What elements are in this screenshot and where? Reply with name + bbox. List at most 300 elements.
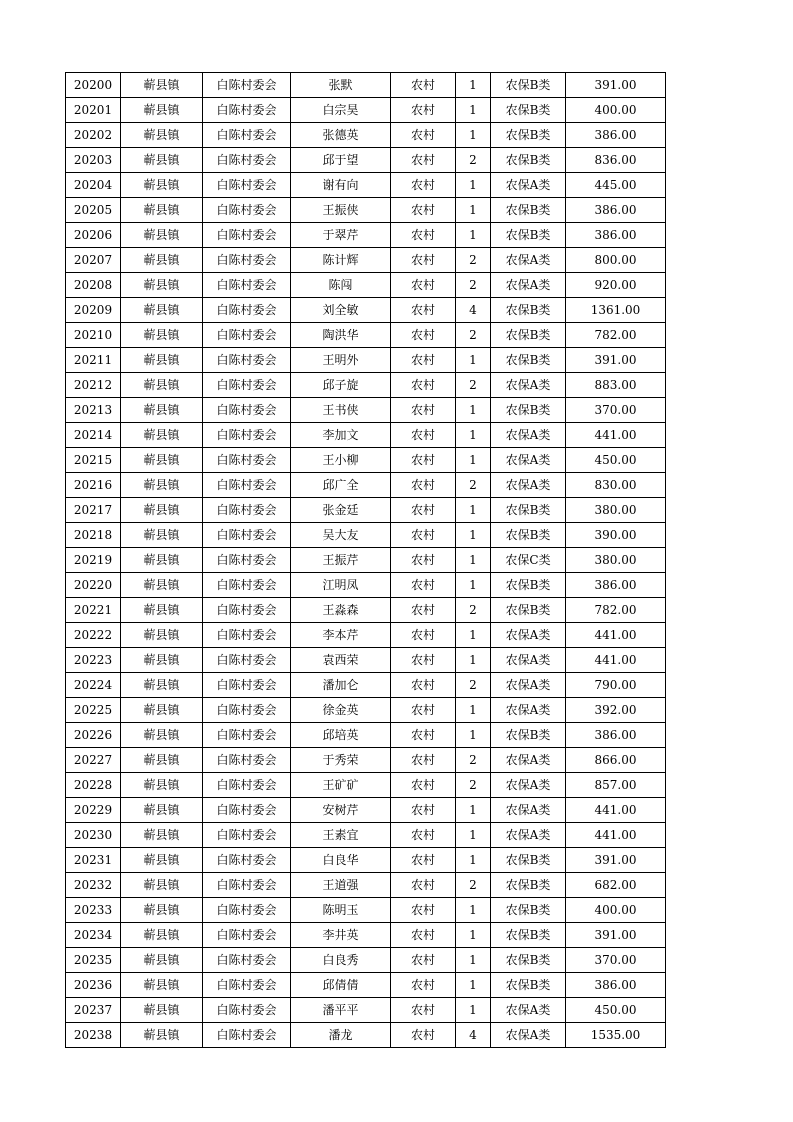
insurance-category-cell: 农保A类 <box>491 773 566 798</box>
town-cell: 蕲县镇 <box>121 748 203 773</box>
person-count-cell: 1 <box>456 548 491 573</box>
insurance-category-cell: 农保B类 <box>491 923 566 948</box>
village-committee-cell: 白陈村委会 <box>203 598 291 623</box>
table-row <box>66 98 666 123</box>
person-count-cell: 2 <box>456 873 491 898</box>
residence-type-cell: 农村 <box>391 923 456 948</box>
insurance-category-cell: 农保B类 <box>491 148 566 173</box>
amount-cell: 445.00 <box>566 173 666 198</box>
residence-type-cell: 农村 <box>391 623 456 648</box>
person-count-cell: 1 <box>456 173 491 198</box>
amount-cell: 392.00 <box>566 698 666 723</box>
table-row <box>66 423 666 448</box>
serial-number-cell: 20212 <box>66 373 121 398</box>
table-row <box>66 498 666 523</box>
serial-number-cell: 20235 <box>66 948 121 973</box>
table-row <box>66 973 666 998</box>
person-count-cell: 1 <box>456 123 491 148</box>
person-count-cell: 1 <box>456 648 491 673</box>
person-name-cell: 刘全敏 <box>291 298 391 323</box>
insurance-category-cell: 农保B类 <box>491 223 566 248</box>
person-count-cell: 2 <box>456 673 491 698</box>
amount-cell: 920.00 <box>566 273 666 298</box>
serial-number-cell: 20214 <box>66 423 121 448</box>
village-committee-cell: 白陈村委会 <box>203 423 291 448</box>
town-cell: 蕲县镇 <box>121 773 203 798</box>
village-committee-cell: 白陈村委会 <box>203 848 291 873</box>
town-cell: 蕲县镇 <box>121 498 203 523</box>
town-cell: 蕲县镇 <box>121 348 203 373</box>
residence-type-cell: 农村 <box>391 323 456 348</box>
residence-type-cell: 农村 <box>391 298 456 323</box>
person-name-cell: 王振侠 <box>291 198 391 223</box>
insurance-category-cell: 农保B类 <box>491 98 566 123</box>
person-name-cell: 陈明玉 <box>291 898 391 923</box>
person-count-cell: 4 <box>456 1023 491 1048</box>
amount-cell: 386.00 <box>566 973 666 998</box>
amount-cell: 380.00 <box>566 498 666 523</box>
insurance-category-cell: 农保A类 <box>491 998 566 1023</box>
town-cell: 蕲县镇 <box>121 823 203 848</box>
residence-type-cell: 农村 <box>391 348 456 373</box>
person-name-cell: 于翠芹 <box>291 223 391 248</box>
amount-cell: 836.00 <box>566 148 666 173</box>
insurance-category-cell: 农保B类 <box>491 523 566 548</box>
village-committee-cell: 白陈村委会 <box>203 548 291 573</box>
person-count-cell: 1 <box>456 448 491 473</box>
insurance-category-cell: 农保B类 <box>491 298 566 323</box>
person-name-cell: 李加文 <box>291 423 391 448</box>
table-row <box>66 723 666 748</box>
town-cell: 蕲县镇 <box>121 323 203 348</box>
town-cell: 蕲县镇 <box>121 148 203 173</box>
insurance-category-cell: 农保B类 <box>491 948 566 973</box>
person-name-cell: 王书侠 <box>291 398 391 423</box>
serial-number-cell: 20203 <box>66 148 121 173</box>
village-committee-cell: 白陈村委会 <box>203 273 291 298</box>
person-name-cell: 陶洪华 <box>291 323 391 348</box>
insurance-category-cell: 农保B类 <box>491 398 566 423</box>
insurance-category-cell: 农保B类 <box>491 498 566 523</box>
amount-cell: 441.00 <box>566 823 666 848</box>
town-cell: 蕲县镇 <box>121 523 203 548</box>
insurance-category-cell: 农保A类 <box>491 823 566 848</box>
table-row <box>66 873 666 898</box>
residence-type-cell: 农村 <box>391 123 456 148</box>
table-row <box>66 198 666 223</box>
village-committee-cell: 白陈村委会 <box>203 973 291 998</box>
village-committee-cell: 白陈村委会 <box>203 323 291 348</box>
village-committee-cell: 白陈村委会 <box>203 373 291 398</box>
table-row <box>66 73 666 98</box>
table-row <box>66 523 666 548</box>
town-cell: 蕲县镇 <box>121 448 203 473</box>
serial-number-cell: 20204 <box>66 173 121 198</box>
serial-number-cell: 20207 <box>66 248 121 273</box>
person-name-cell: 张默 <box>291 73 391 98</box>
serial-number-cell: 20217 <box>66 498 121 523</box>
amount-cell: 380.00 <box>566 548 666 573</box>
person-name-cell: 袁西荣 <box>291 648 391 673</box>
village-committee-cell: 白陈村委会 <box>203 948 291 973</box>
serial-number-cell: 20205 <box>66 198 121 223</box>
serial-number-cell: 20218 <box>66 523 121 548</box>
person-count-cell: 2 <box>456 373 491 398</box>
person-name-cell: 陈闯 <box>291 273 391 298</box>
person-count-cell: 1 <box>456 498 491 523</box>
village-committee-cell: 白陈村委会 <box>203 748 291 773</box>
insurance-category-cell: 农保A类 <box>491 673 566 698</box>
town-cell: 蕲县镇 <box>121 848 203 873</box>
person-count-cell: 1 <box>456 98 491 123</box>
residence-type-cell: 农村 <box>391 498 456 523</box>
person-count-cell: 1 <box>456 973 491 998</box>
amount-cell: 400.00 <box>566 898 666 923</box>
serial-number-cell: 20219 <box>66 548 121 573</box>
serial-number-cell: 20201 <box>66 98 121 123</box>
town-cell: 蕲县镇 <box>121 948 203 973</box>
person-count-cell: 2 <box>456 773 491 798</box>
serial-number-cell: 20216 <box>66 473 121 498</box>
insurance-category-cell: 农保A类 <box>491 448 566 473</box>
table-row <box>66 273 666 298</box>
payment-roster-table <box>65 72 666 1048</box>
town-cell: 蕲县镇 <box>121 698 203 723</box>
town-cell: 蕲县镇 <box>121 423 203 448</box>
residence-type-cell: 农村 <box>391 473 456 498</box>
amount-cell: 830.00 <box>566 473 666 498</box>
person-count-cell: 2 <box>456 248 491 273</box>
person-count-cell: 1 <box>456 948 491 973</box>
table-row <box>66 823 666 848</box>
table-row <box>66 1023 666 1048</box>
insurance-category-cell: 农保A类 <box>491 473 566 498</box>
person-name-cell: 潘平平 <box>291 998 391 1023</box>
person-count-cell: 1 <box>456 73 491 98</box>
person-count-cell: 1 <box>456 523 491 548</box>
person-name-cell: 白良华 <box>291 848 391 873</box>
serial-number-cell: 20237 <box>66 998 121 1023</box>
amount-cell: 857.00 <box>566 773 666 798</box>
person-name-cell: 安树芹 <box>291 798 391 823</box>
village-committee-cell: 白陈村委会 <box>203 798 291 823</box>
table-row <box>66 948 666 973</box>
residence-type-cell: 农村 <box>391 698 456 723</box>
insurance-category-cell: 农保B类 <box>491 873 566 898</box>
serial-number-cell: 20210 <box>66 323 121 348</box>
person-count-cell: 2 <box>456 273 491 298</box>
serial-number-cell: 20231 <box>66 848 121 873</box>
serial-number-cell: 20213 <box>66 398 121 423</box>
village-committee-cell: 白陈村委会 <box>203 148 291 173</box>
table-row <box>66 998 666 1023</box>
village-committee-cell: 白陈村委会 <box>203 648 291 673</box>
town-cell: 蕲县镇 <box>121 173 203 198</box>
residence-type-cell: 农村 <box>391 423 456 448</box>
table-row <box>66 448 666 473</box>
town-cell: 蕲县镇 <box>121 98 203 123</box>
serial-number-cell: 20211 <box>66 348 121 373</box>
village-committee-cell: 白陈村委会 <box>203 923 291 948</box>
residence-type-cell: 农村 <box>391 873 456 898</box>
insurance-category-cell: 农保C类 <box>491 548 566 573</box>
person-count-cell: 1 <box>456 398 491 423</box>
village-committee-cell: 白陈村委会 <box>203 123 291 148</box>
person-name-cell: 李本芹 <box>291 623 391 648</box>
residence-type-cell: 农村 <box>391 798 456 823</box>
person-count-cell: 2 <box>456 148 491 173</box>
person-name-cell: 张金廷 <box>291 498 391 523</box>
village-committee-cell: 白陈村委会 <box>203 823 291 848</box>
town-cell: 蕲县镇 <box>121 373 203 398</box>
residence-type-cell: 农村 <box>391 898 456 923</box>
serial-number-cell: 20236 <box>66 973 121 998</box>
serial-number-cell: 20238 <box>66 1023 121 1048</box>
residence-type-cell: 农村 <box>391 998 456 1023</box>
insurance-category-cell: 农保B类 <box>491 123 566 148</box>
village-committee-cell: 白陈村委会 <box>203 573 291 598</box>
serial-number-cell: 20209 <box>66 298 121 323</box>
table-row <box>66 323 666 348</box>
table-row <box>66 773 666 798</box>
table-row <box>66 123 666 148</box>
residence-type-cell: 农村 <box>391 148 456 173</box>
residence-type-cell: 农村 <box>391 723 456 748</box>
person-name-cell: 王道强 <box>291 873 391 898</box>
amount-cell: 386.00 <box>566 573 666 598</box>
town-cell: 蕲县镇 <box>121 648 203 673</box>
amount-cell: 1361.00 <box>566 298 666 323</box>
amount-cell: 441.00 <box>566 623 666 648</box>
person-count-cell: 1 <box>456 723 491 748</box>
amount-cell: 386.00 <box>566 223 666 248</box>
serial-number-cell: 20233 <box>66 898 121 923</box>
table-row <box>66 373 666 398</box>
insurance-category-cell: 农保B类 <box>491 973 566 998</box>
amount-cell: 386.00 <box>566 123 666 148</box>
residence-type-cell: 农村 <box>391 598 456 623</box>
amount-cell: 391.00 <box>566 348 666 373</box>
insurance-category-cell: 农保A类 <box>491 248 566 273</box>
residence-type-cell: 农村 <box>391 223 456 248</box>
table-row <box>66 248 666 273</box>
serial-number-cell: 20226 <box>66 723 121 748</box>
town-cell: 蕲县镇 <box>121 798 203 823</box>
town-cell: 蕲县镇 <box>121 548 203 573</box>
residence-type-cell: 农村 <box>391 823 456 848</box>
village-committee-cell: 白陈村委会 <box>203 623 291 648</box>
person-name-cell: 于秀荣 <box>291 748 391 773</box>
person-count-cell: 1 <box>456 698 491 723</box>
village-committee-cell: 白陈村委会 <box>203 198 291 223</box>
person-count-cell: 1 <box>456 573 491 598</box>
residence-type-cell: 农村 <box>391 673 456 698</box>
table-row <box>66 698 666 723</box>
village-committee-cell: 白陈村委会 <box>203 348 291 373</box>
village-committee-cell: 白陈村委会 <box>203 448 291 473</box>
person-name-cell: 邱倩倩 <box>291 973 391 998</box>
table-row <box>66 548 666 573</box>
table-row <box>66 348 666 373</box>
person-name-cell: 邱子旋 <box>291 373 391 398</box>
serial-number-cell: 20229 <box>66 798 121 823</box>
town-cell: 蕲县镇 <box>121 573 203 598</box>
person-name-cell: 王明外 <box>291 348 391 373</box>
village-committee-cell: 白陈村委会 <box>203 73 291 98</box>
table-row <box>66 598 666 623</box>
residence-type-cell: 农村 <box>391 198 456 223</box>
person-name-cell: 李井英 <box>291 923 391 948</box>
person-count-cell: 1 <box>456 848 491 873</box>
town-cell: 蕲县镇 <box>121 123 203 148</box>
person-name-cell: 徐金英 <box>291 698 391 723</box>
residence-type-cell: 农村 <box>391 573 456 598</box>
serial-number-cell: 20220 <box>66 573 121 598</box>
town-cell: 蕲县镇 <box>121 898 203 923</box>
insurance-category-cell: 农保B类 <box>491 323 566 348</box>
village-committee-cell: 白陈村委会 <box>203 473 291 498</box>
serial-number-cell: 20223 <box>66 648 121 673</box>
insurance-category-cell: 农保B类 <box>491 723 566 748</box>
person-count-cell: 1 <box>456 423 491 448</box>
village-committee-cell: 白陈村委会 <box>203 873 291 898</box>
amount-cell: 370.00 <box>566 398 666 423</box>
residence-type-cell: 农村 <box>391 373 456 398</box>
insurance-category-cell: 农保B类 <box>491 898 566 923</box>
village-committee-cell: 白陈村委会 <box>203 998 291 1023</box>
serial-number-cell: 20202 <box>66 123 121 148</box>
table-row <box>66 298 666 323</box>
insurance-category-cell: 农保A类 <box>491 648 566 673</box>
town-cell: 蕲县镇 <box>121 248 203 273</box>
person-name-cell: 王淼森 <box>291 598 391 623</box>
serial-number-cell: 20215 <box>66 448 121 473</box>
residence-type-cell: 农村 <box>391 398 456 423</box>
person-count-cell: 1 <box>456 798 491 823</box>
person-name-cell: 邱于望 <box>291 148 391 173</box>
serial-number-cell: 20224 <box>66 673 121 698</box>
amount-cell: 386.00 <box>566 723 666 748</box>
person-name-cell: 潘加仑 <box>291 673 391 698</box>
person-name-cell: 邱培英 <box>291 723 391 748</box>
amount-cell: 441.00 <box>566 423 666 448</box>
village-committee-cell: 白陈村委会 <box>203 898 291 923</box>
residence-type-cell: 农村 <box>391 748 456 773</box>
person-count-cell: 1 <box>456 923 491 948</box>
village-committee-cell: 白陈村委会 <box>203 1023 291 1048</box>
village-committee-cell: 白陈村委会 <box>203 223 291 248</box>
amount-cell: 866.00 <box>566 748 666 773</box>
village-committee-cell: 白陈村委会 <box>203 498 291 523</box>
table-row <box>66 748 666 773</box>
person-count-cell: 2 <box>456 473 491 498</box>
town-cell: 蕲县镇 <box>121 973 203 998</box>
serial-number-cell: 20230 <box>66 823 121 848</box>
table-row <box>66 848 666 873</box>
residence-type-cell: 农村 <box>391 948 456 973</box>
serial-number-cell: 20206 <box>66 223 121 248</box>
amount-cell: 1535.00 <box>566 1023 666 1048</box>
person-count-cell: 2 <box>456 748 491 773</box>
town-cell: 蕲县镇 <box>121 673 203 698</box>
insurance-category-cell: 农保B类 <box>491 198 566 223</box>
insurance-category-cell: 农保A类 <box>491 798 566 823</box>
insurance-category-cell: 农保B类 <box>491 73 566 98</box>
residence-type-cell: 农村 <box>391 523 456 548</box>
amount-cell: 386.00 <box>566 198 666 223</box>
table-row <box>66 473 666 498</box>
village-committee-cell: 白陈村委会 <box>203 248 291 273</box>
village-committee-cell: 白陈村委会 <box>203 723 291 748</box>
town-cell: 蕲县镇 <box>121 223 203 248</box>
town-cell: 蕲县镇 <box>121 298 203 323</box>
serial-number-cell: 20232 <box>66 873 121 898</box>
insurance-category-cell: 农保A类 <box>491 173 566 198</box>
table-row <box>66 573 666 598</box>
person-name-cell: 潘龙 <box>291 1023 391 1048</box>
residence-type-cell: 农村 <box>391 773 456 798</box>
insurance-category-cell: 农保A类 <box>491 373 566 398</box>
town-cell: 蕲县镇 <box>121 873 203 898</box>
person-name-cell: 谢有向 <box>291 173 391 198</box>
person-count-cell: 1 <box>456 623 491 648</box>
residence-type-cell: 农村 <box>391 848 456 873</box>
village-committee-cell: 白陈村委会 <box>203 773 291 798</box>
village-committee-cell: 白陈村委会 <box>203 173 291 198</box>
serial-number-cell: 20208 <box>66 273 121 298</box>
person-count-cell: 4 <box>456 298 491 323</box>
insurance-category-cell: 农保A类 <box>491 623 566 648</box>
residence-type-cell: 农村 <box>391 173 456 198</box>
person-name-cell: 邱广全 <box>291 473 391 498</box>
person-name-cell: 王矿矿 <box>291 773 391 798</box>
insurance-category-cell: 农保A类 <box>491 698 566 723</box>
person-count-cell: 1 <box>456 223 491 248</box>
insurance-category-cell: 农保B类 <box>491 573 566 598</box>
serial-number-cell: 20234 <box>66 923 121 948</box>
person-count-cell: 1 <box>456 198 491 223</box>
residence-type-cell: 农村 <box>391 248 456 273</box>
amount-cell: 450.00 <box>566 998 666 1023</box>
table-row <box>66 173 666 198</box>
person-count-cell: 2 <box>456 323 491 348</box>
person-name-cell: 白宗昊 <box>291 98 391 123</box>
person-name-cell: 江明凤 <box>291 573 391 598</box>
table-row <box>66 623 666 648</box>
town-cell: 蕲县镇 <box>121 1023 203 1048</box>
amount-cell: 391.00 <box>566 848 666 873</box>
serial-number-cell: 20228 <box>66 773 121 798</box>
table-row <box>66 673 666 698</box>
amount-cell: 390.00 <box>566 523 666 548</box>
insurance-category-cell: 农保B类 <box>491 848 566 873</box>
residence-type-cell: 农村 <box>391 973 456 998</box>
amount-cell: 450.00 <box>566 448 666 473</box>
town-cell: 蕲县镇 <box>121 998 203 1023</box>
town-cell: 蕲县镇 <box>121 923 203 948</box>
insurance-category-cell: 农保A类 <box>491 748 566 773</box>
person-name-cell: 白良秀 <box>291 948 391 973</box>
person-count-cell: 1 <box>456 348 491 373</box>
town-cell: 蕲县镇 <box>121 623 203 648</box>
residence-type-cell: 农村 <box>391 1023 456 1048</box>
amount-cell: 790.00 <box>566 673 666 698</box>
town-cell: 蕲县镇 <box>121 473 203 498</box>
amount-cell: 782.00 <box>566 598 666 623</box>
serial-number-cell: 20200 <box>66 73 121 98</box>
village-committee-cell: 白陈村委会 <box>203 698 291 723</box>
table-row <box>66 223 666 248</box>
